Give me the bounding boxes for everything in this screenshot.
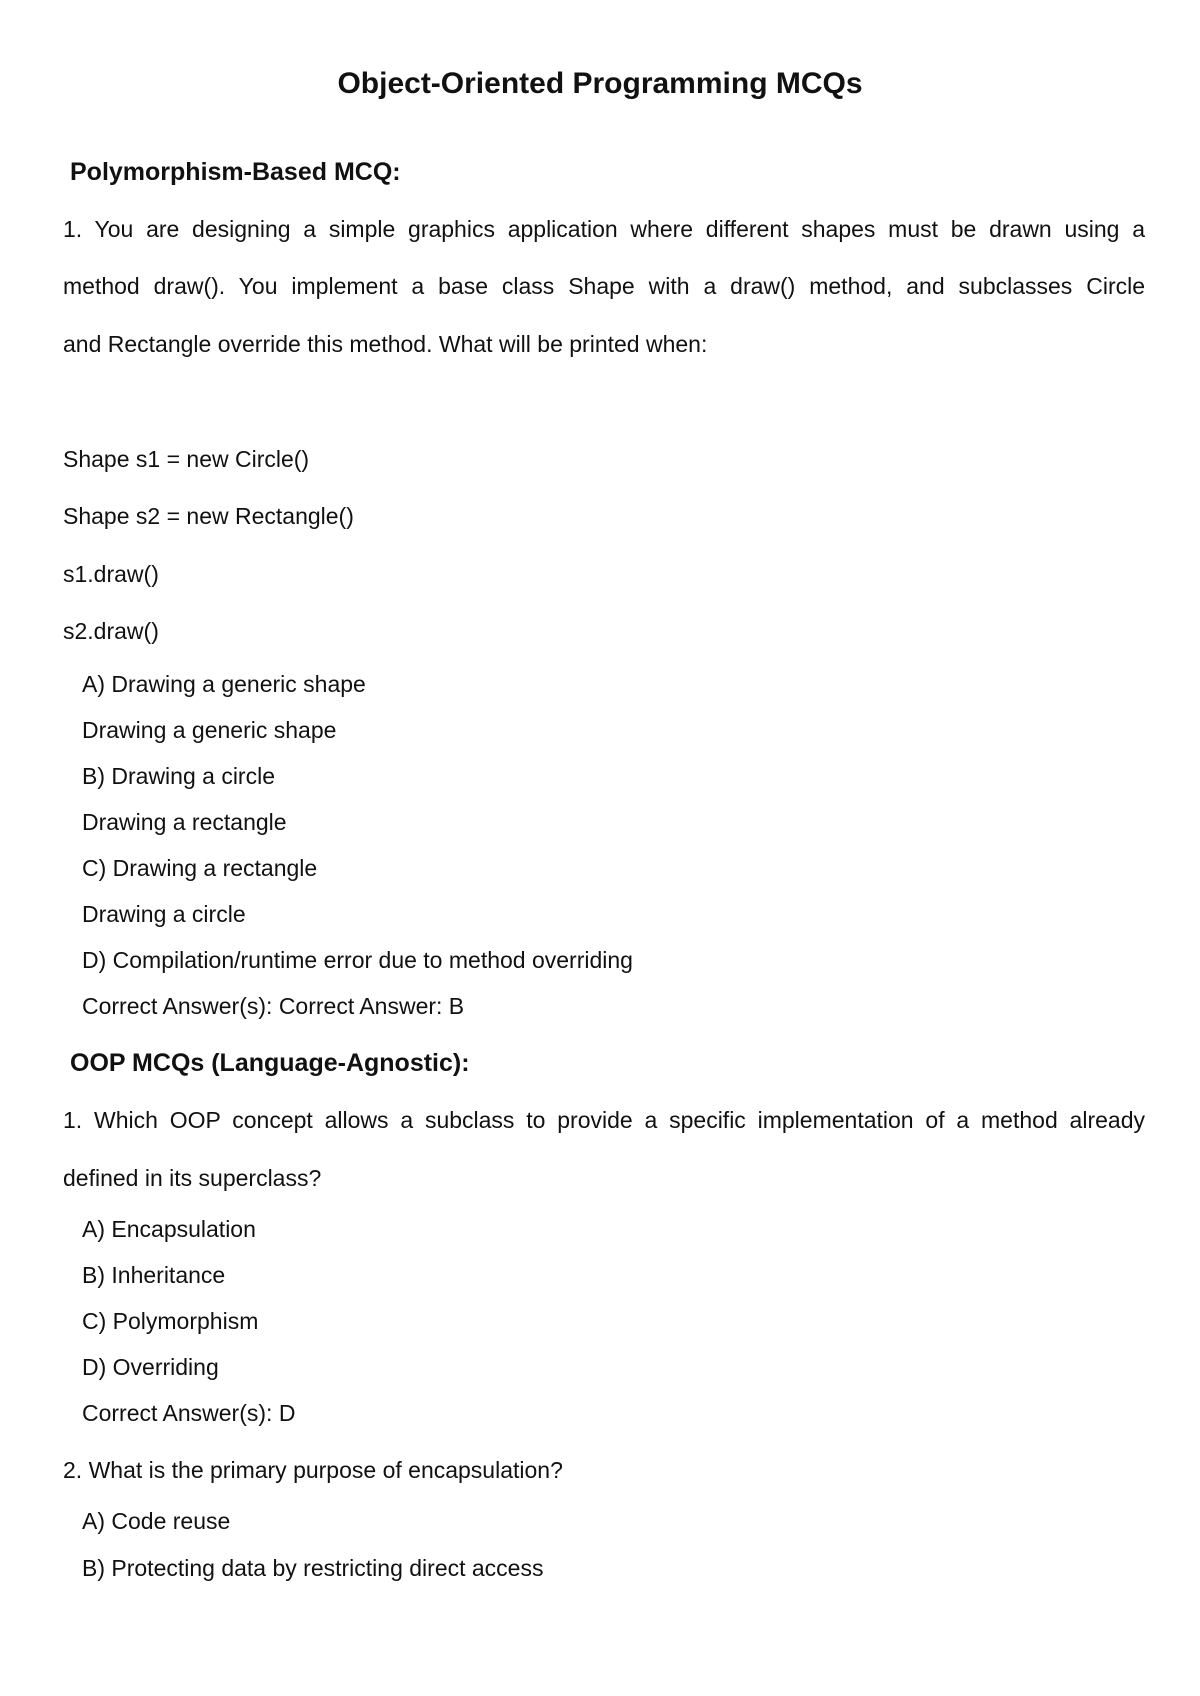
section-heading-oop: OOP MCQs (Language-Agnostic): xyxy=(70,1049,470,1077)
code-line: s2.draw() xyxy=(63,618,159,644)
option-a: A) Code reuse xyxy=(82,1508,231,1534)
option-b: B) Drawing a circle xyxy=(82,763,275,789)
option-a: A) Drawing a generic shape xyxy=(82,671,366,697)
option-a-continued: Drawing a generic shape xyxy=(82,717,337,743)
option-b: B) Protecting data by restricting direct access xyxy=(82,1555,544,1581)
section-heading-polymorphism: Polymorphism-Based MCQ: xyxy=(70,158,401,186)
code-line: Shape s2 = new Rectangle() xyxy=(63,503,354,529)
question-text-line: 2. What is the primary purpose of encapsulation? xyxy=(63,1457,563,1483)
option-c-continued: Drawing a circle xyxy=(82,901,246,927)
question-text-line: 1. You are designing a simple graphics application where different shapes must be drawn using a xyxy=(63,216,1145,242)
option-b-continued: Drawing a rectangle xyxy=(82,809,287,835)
option-c: C) Drawing a rectangle xyxy=(82,855,318,881)
correct-answer: Correct Answer(s): D xyxy=(82,1400,296,1426)
question-text-line: and Rectangle override this method. What will be printed when: xyxy=(63,331,708,357)
question-text-line: method draw(). You implement a base class Shape with a draw() method, and subclasses Circle xyxy=(63,273,1145,299)
option-b: B) Inheritance xyxy=(82,1262,226,1288)
question-text-line: defined in its superclass? xyxy=(63,1165,322,1191)
code-line: s1.draw() xyxy=(63,561,159,587)
correct-answer: Correct Answer(s): Correct Answer: B xyxy=(82,993,465,1019)
option-c: C) Polymorphism xyxy=(82,1308,259,1334)
page-title: Object-Oriented Programming MCQs xyxy=(337,67,863,100)
code-line: Shape s1 = new Circle() xyxy=(63,446,310,472)
option-d: D) Overriding xyxy=(82,1354,219,1380)
option-a: A) Encapsulation xyxy=(82,1216,256,1242)
question-text-line: 1. Which OOP concept allows a subclass to provide a specific implementation of a method already xyxy=(63,1107,1145,1133)
option-d: D) Compilation/runtime error due to method overriding xyxy=(82,947,633,973)
